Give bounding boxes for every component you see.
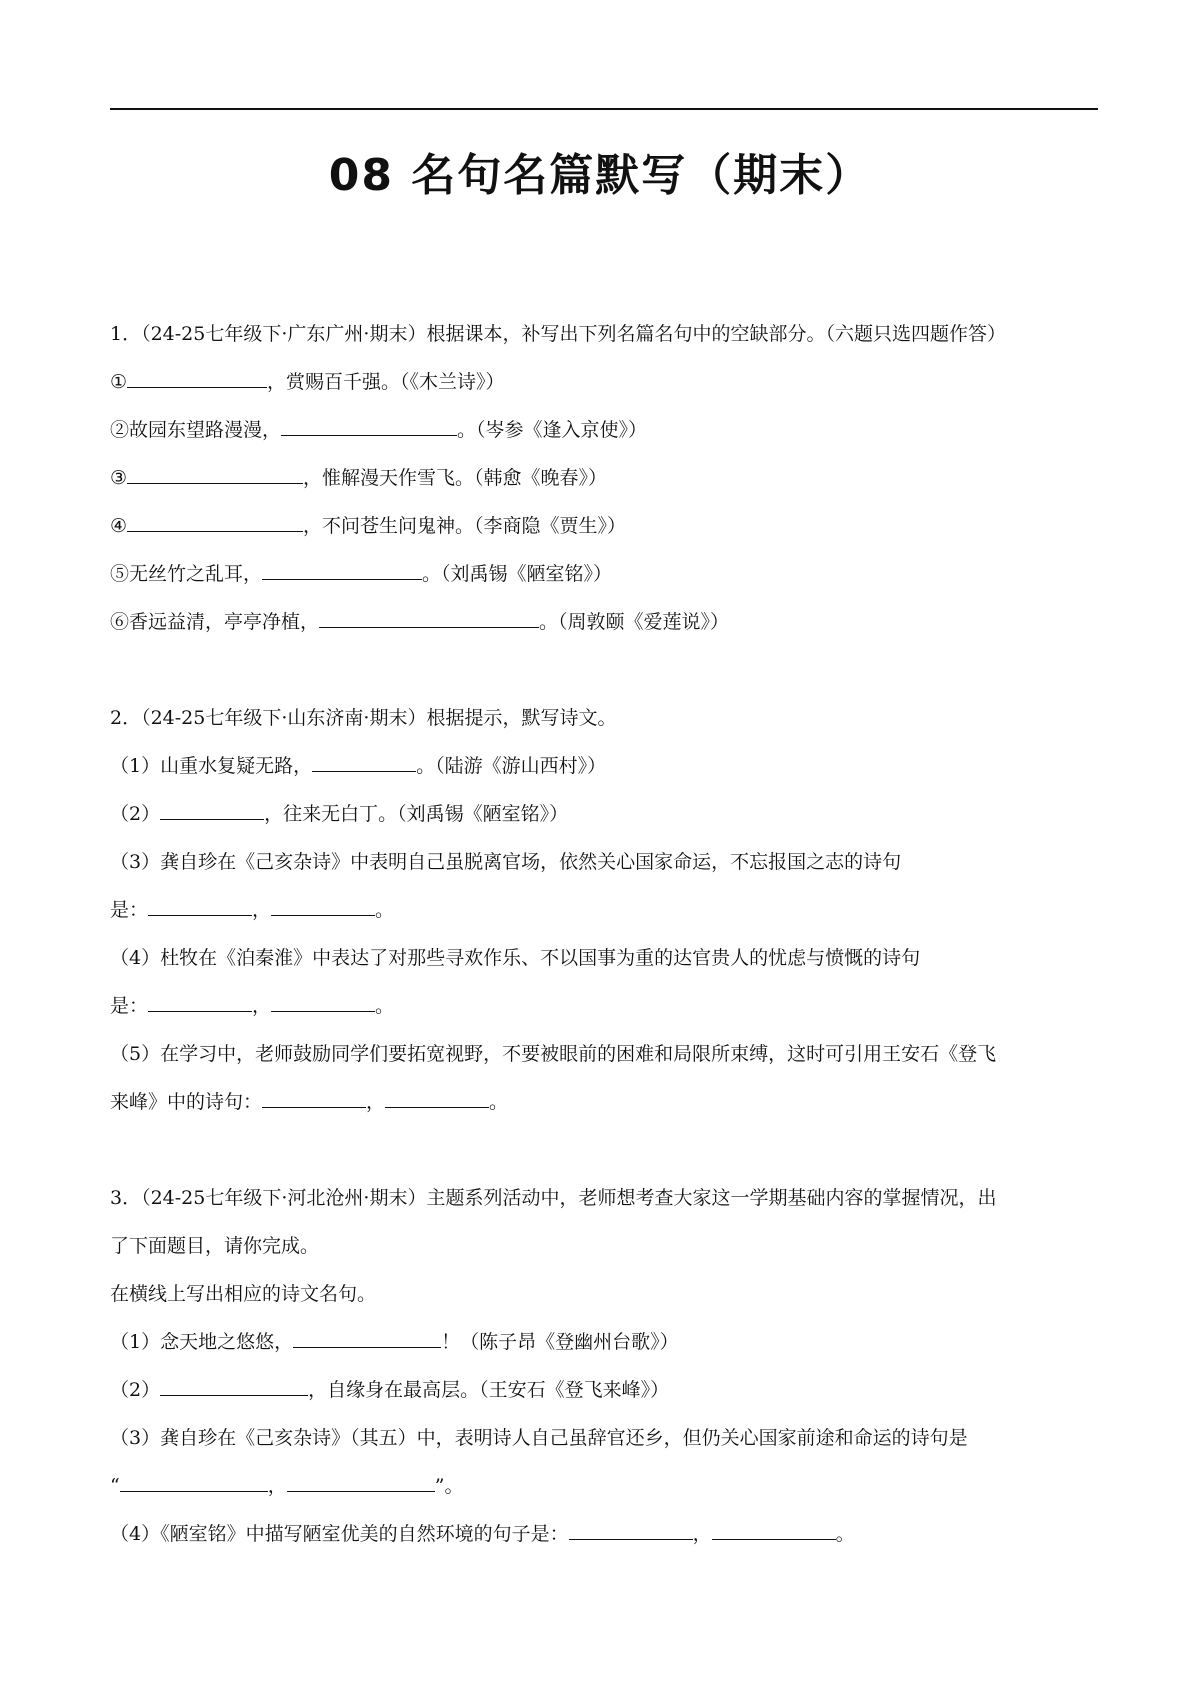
q2-item-5-text: （5）在学习中，老师鼓励同学们要拓宽视野，不要被眼前的困难和局限所束缚，这时可引用王安石《登飞 [110, 1043, 997, 1065]
q1-item-2-post: 。（岑参《逢入京使》） [457, 419, 648, 441]
answer-blank[interactable] [148, 991, 252, 1012]
q3-item-4 [110, 1510, 1100, 1558]
answer-blank[interactable] [127, 463, 303, 484]
worksheet-content [110, 310, 1100, 1558]
q1-item-4-pre: ④ [110, 515, 128, 537]
q2-item-3-mid: ， [252, 899, 272, 921]
q3-item-2-pre: （2） [110, 1379, 161, 1401]
spacer [110, 646, 1100, 694]
q1-item-5-pre: ⑤无丝竹之乱耳， [110, 563, 263, 585]
q1-item-4-post: ，不问苍生问鬼神。（李商隐《贾生》） [303, 515, 627, 537]
q2-item-4-pre: 是： [110, 995, 149, 1017]
spacer [110, 1126, 1100, 1174]
q3-item-4-pre: （4）《陋室铭》中描写陋室优美的自然环境的句子是： [110, 1523, 569, 1545]
q1-item-3 [110, 454, 1100, 502]
q1-item-6 [110, 598, 1100, 646]
answer-blank[interactable] [319, 607, 539, 628]
q2-item-5-post: 。 [489, 1091, 509, 1113]
answer-blank[interactable] [262, 559, 422, 580]
q2-item-3-text: （3）龚自珍在《己亥杂诗》中表明自己虽脱离官场，依然关心国家命运，不忘报国之志的诗句 [110, 851, 902, 873]
q1-item-1 [110, 358, 1100, 406]
q3-item-3-post: ”。 [434, 1475, 464, 1497]
answer-blank[interactable] [385, 1087, 489, 1108]
answer-blank[interactable] [120, 1471, 268, 1492]
q2-item-1 [110, 742, 1100, 790]
q2-stem: 2．（24-25七年级下·山东济南·期末）根据提示，默写诗文。 [110, 707, 617, 729]
q3-item-1 [110, 1318, 1100, 1366]
q1-item-5 [110, 550, 1100, 598]
q2-item-2-post: ，往来无白丁。（刘禹锡《陋室铭》） [264, 803, 569, 825]
q2-item-1-pre: （1）山重水复疑无路， [110, 755, 313, 777]
q2-item-4-post: 。 [375, 995, 395, 1017]
answer-blank[interactable] [148, 895, 252, 916]
page-title: 08 名句名篇默写（期末） [328, 150, 872, 201]
q2-item-4-text: （4）杜牧在《泊秦淮》中表达了对那些寻欢作乐、不以国事为重的达官贵人的忧虑与愤慨的诗句 [110, 947, 921, 969]
answer-blank[interactable] [293, 1327, 441, 1348]
q2-item-3-answer [110, 886, 1100, 934]
q2-item-5-pre: 来峰》中的诗句： [110, 1091, 263, 1113]
q1-item-3-post: ，惟解漫天作雪飞。（韩愈《晚春》） [303, 467, 608, 489]
q3-instruction: 在横线上写出相应的诗文名句。 [110, 1283, 377, 1305]
q1-item-6-pre: ⑥香远益清，亭亭净植， [110, 611, 320, 633]
q2-item-3-pre: 是： [110, 899, 149, 921]
q3-item-4-mid: ， [692, 1523, 712, 1545]
q2-item-3-post: 。 [375, 899, 395, 921]
answer-blank[interactable] [160, 1375, 308, 1396]
q3-stem-line-2: 了下面题目，请你完成。 [110, 1235, 320, 1257]
q2-item-5-mid: ， [366, 1091, 386, 1113]
answer-blank[interactable] [271, 991, 375, 1012]
answer-blank[interactable] [160, 799, 264, 820]
answer-blank[interactable] [127, 367, 267, 388]
q1-stem: 1．（24-25七年级下·广东广州·期末）根据课本，补写出下列名篇名句中的空缺部分。（六题只选四题作答） [110, 323, 1006, 345]
q1-item-3-pre: ③ [110, 467, 128, 489]
q1-item-4 [110, 502, 1100, 550]
q1-item-1-post: ，赏赐百千强。（《木兰诗》） [267, 371, 505, 393]
answer-blank[interactable] [127, 511, 303, 532]
answer-blank[interactable] [569, 1519, 693, 1540]
answer-blank[interactable] [271, 895, 375, 916]
q3-item-2-post: ，自缘身在最高层。（王安石《登飞来峰》） [308, 1379, 670, 1401]
q2-item-2-pre: （2） [110, 803, 161, 825]
q3-item-2 [110, 1366, 1100, 1414]
q1-item-1-pre: ① [110, 371, 128, 393]
answer-blank[interactable] [712, 1519, 836, 1540]
answer-blank[interactable] [262, 1087, 366, 1108]
q3-item-3-pre: “ [110, 1475, 120, 1497]
q3-item-1-pre: （1）念天地之悠悠， [110, 1331, 294, 1353]
q2-item-5-answer [110, 1078, 1100, 1126]
q2-item-1-post: 。（陆游《游山西村》） [416, 755, 607, 777]
q3-item-3-answer [110, 1462, 1100, 1510]
q2-item-4-mid: ， [252, 995, 272, 1017]
q3-item-4-post: 。 [835, 1523, 855, 1545]
q1-item-2-pre: ②故园东望路漫漫， [110, 419, 282, 441]
q1-item-5-post: 。（刘禹锡《陋室铭》） [422, 563, 613, 585]
q3-stem-line-1: 3．（24-25七年级下·河北沧州·期末）主题系列活动中，老师想考查大家这一学期基础内容的掌握情况，出 [110, 1187, 997, 1209]
top-rule [110, 108, 1098, 110]
q3-item-3-text: （3）龚自珍在《己亥杂诗》（其五）中，表明诗人自己虽辞官还乡，但仍关心国家前途和命运的诗句是 [110, 1427, 968, 1449]
q1-item-6-post: 。（周敦颐《爱莲说》） [539, 611, 730, 633]
q3-item-3-mid: ， [267, 1475, 287, 1497]
q1-item-2 [110, 406, 1100, 454]
answer-blank[interactable] [312, 751, 416, 772]
q2-item-4-answer [110, 982, 1100, 1030]
q3-item-1-post: ！（陈子昂《登幽州台歌》） [441, 1331, 679, 1353]
q2-item-2 [110, 790, 1100, 838]
answer-blank[interactable] [281, 415, 457, 436]
answer-blank[interactable] [287, 1471, 435, 1492]
